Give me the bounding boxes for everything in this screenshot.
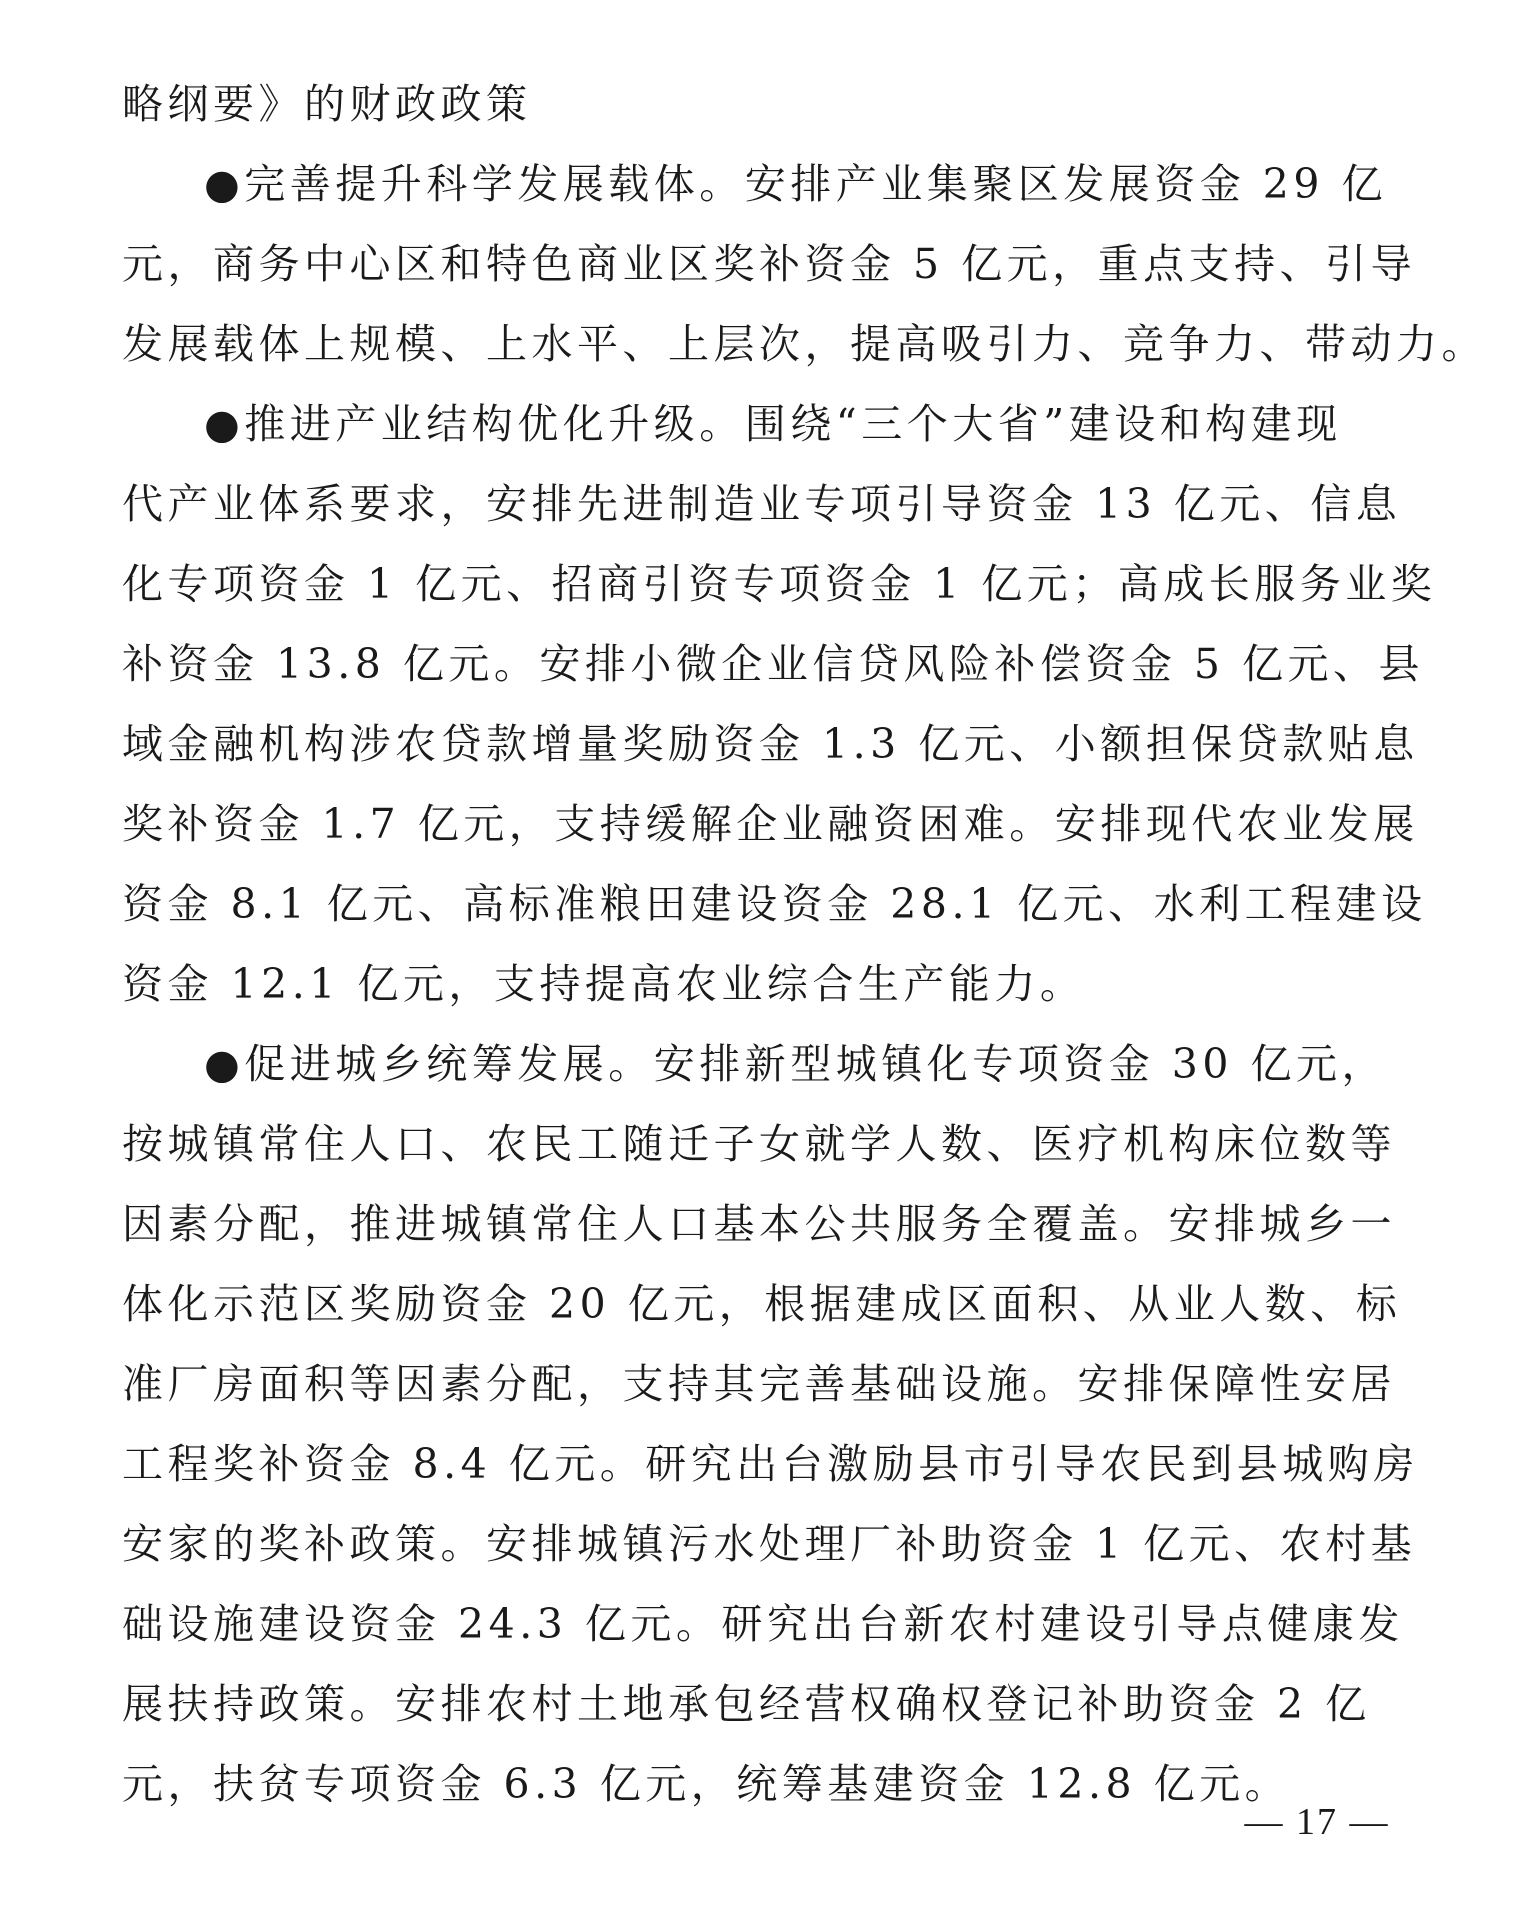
- page-number: — 17 —: [1244, 1801, 1390, 1843]
- text-line: 元，扶贫专项资金 6.3 亿元，统筹基建资金 12.8 亿元。: [122, 1760, 1291, 1808]
- text-line: 安家的奖补政策。安排城镇污水处理厂补助资金 1 亿元、农村基: [122, 1520, 1417, 1568]
- text-line: 资金 12.1 亿元，支持提高农业综合生产能力。: [122, 960, 1086, 1008]
- text-line: 元，商务中心区和特色商业区奖补资金 5 亿元，重点支持、引导: [122, 240, 1417, 288]
- text-line: 按城镇常住人口、农民工随迁子女就学人数、医疗机构床位数等: [122, 1120, 1396, 1168]
- text-line: 奖补资金 1.7 亿元，支持缓解企业融资困难。安排现代农业发展: [122, 800, 1419, 848]
- text-line: 展扶持政策。安排农村土地承包经营权确权登记补助资金 2 亿: [122, 1680, 1371, 1728]
- text-line: 略纲要》的财政政策: [122, 80, 532, 128]
- text-line: 准厂房面积等因素分配，支持其完善基础设施。安排保障性安居: [122, 1360, 1396, 1408]
- text-line: 化专项资金 1 亿元、招商引资专项资金 1 亿元；高成长服务业奖: [122, 560, 1437, 608]
- text-line: ●促进城乡统筹发展。安排新型城镇化专项资金 30 亿元，: [204, 1040, 1388, 1088]
- text-line: 代产业体系要求，安排先进制造业专项引导资金 13 亿元、信息: [122, 480, 1402, 528]
- text-line: 资金 8.1 亿元、高标准粮田建设资金 28.1 亿元、水利工程建设: [122, 880, 1427, 928]
- text-line: 发展载体上规模、上水平、上层次，提高吸引力、竞争力、带动力。: [122, 320, 1487, 368]
- body-text: [122, 64, 1487, 1824]
- text-line: 工程奖补资金 8.4 亿元。研究出台激励县市引导农民到县城购房: [122, 1440, 1419, 1488]
- text-line: 补资金 13.8 亿元。安排小微企业信贷风险补偿资金 5 亿元、县: [122, 640, 1425, 688]
- text-line: 体化示范区奖励资金 20 亿元，根据建成区面积、从业人数、标: [122, 1280, 1402, 1328]
- text-line: ●推进产业结构优化升级。围绕“三个大省”建设和构建现: [204, 400, 1342, 448]
- text-line: 础设施建设资金 24.3 亿元。研究出台新农村建设引导点健康发: [122, 1600, 1404, 1648]
- text-line: ●完善提升科学发展载体。安排产业集聚区发展资金 29 亿: [204, 160, 1388, 208]
- text-line: 域金融机构涉农贷款增量奖励资金 1.3 亿元、小额担保贷款贴息: [122, 720, 1419, 768]
- text-line: 因素分配，推进城镇常住人口基本公共服务全覆盖。安排城乡一: [122, 1200, 1396, 1248]
